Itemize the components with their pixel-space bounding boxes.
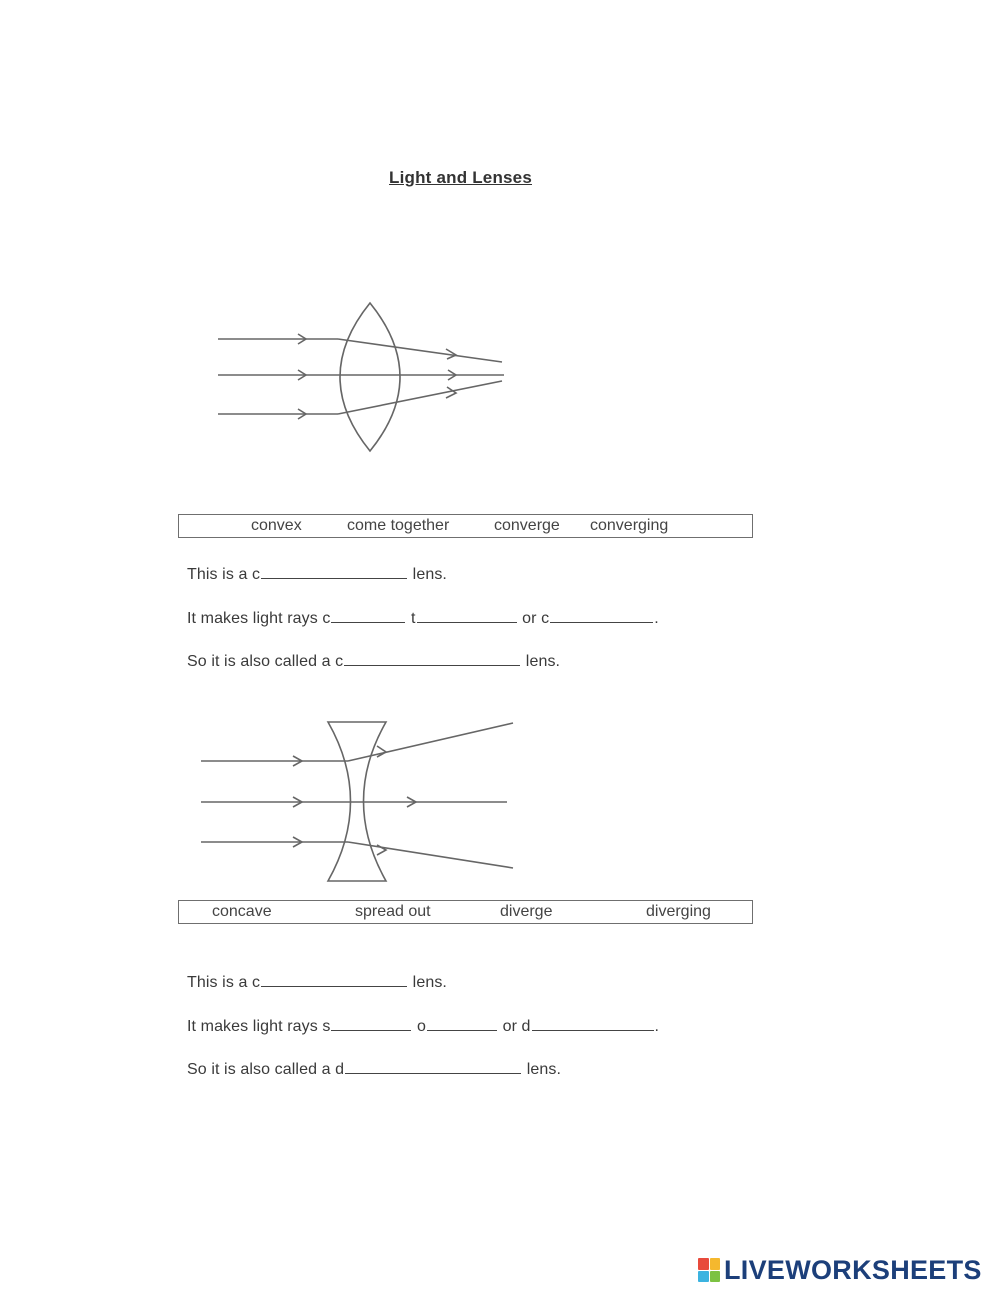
word-bank-item: concave [212, 903, 272, 920]
concave-lens-diagram [195, 715, 525, 885]
logo-tile [698, 1258, 709, 1270]
answer-blank[interactable] [345, 1059, 521, 1074]
answer-blank[interactable] [417, 608, 517, 623]
answer-blank[interactable] [331, 608, 405, 623]
word-bank-item: come together [347, 517, 450, 534]
liveworksheets-brand[interactable] [698, 1253, 982, 1287]
answer-blank[interactable] [344, 651, 520, 666]
word-bank-1 [178, 514, 753, 538]
sentence-6: So it is also called a d lens. [187, 1061, 561, 1078]
word-bank-item: converge [494, 517, 560, 534]
logo-tile [698, 1271, 709, 1283]
brand-name: LIVEWORKSHEETS [724, 1254, 982, 1285]
word-bank-item: diverge [500, 903, 553, 920]
answer-blank[interactable] [550, 608, 653, 623]
convex-lens-shape [340, 303, 400, 451]
page-title: Light and Lenses [389, 168, 532, 187]
liveworksheets-logo-icon [698, 1258, 720, 1282]
sentence-5: It makes light rays s o or d . [187, 1018, 660, 1035]
answer-blank[interactable] [261, 564, 407, 579]
answer-blank[interactable] [427, 1016, 497, 1031]
sentence-3: So it is also called a c lens. [187, 653, 561, 670]
sentence-4: This is a c lens. [187, 974, 447, 991]
word-bank-item: diverging [646, 903, 711, 920]
convex-lens-diagram [210, 295, 520, 460]
answer-blank[interactable] [331, 1016, 411, 1031]
answer-blank[interactable] [532, 1016, 654, 1031]
logo-tile [710, 1271, 721, 1283]
answer-blank[interactable] [261, 972, 407, 987]
word-bank-item: spread out [355, 903, 431, 920]
sentence-2: It makes light rays c t or c . [187, 610, 659, 627]
word-bank-2 [178, 900, 753, 924]
word-bank-item: converging [590, 517, 669, 534]
logo-tile [710, 1258, 721, 1270]
word-bank-item: convex [251, 517, 302, 534]
sentence-1: This is a c lens. [187, 566, 447, 583]
